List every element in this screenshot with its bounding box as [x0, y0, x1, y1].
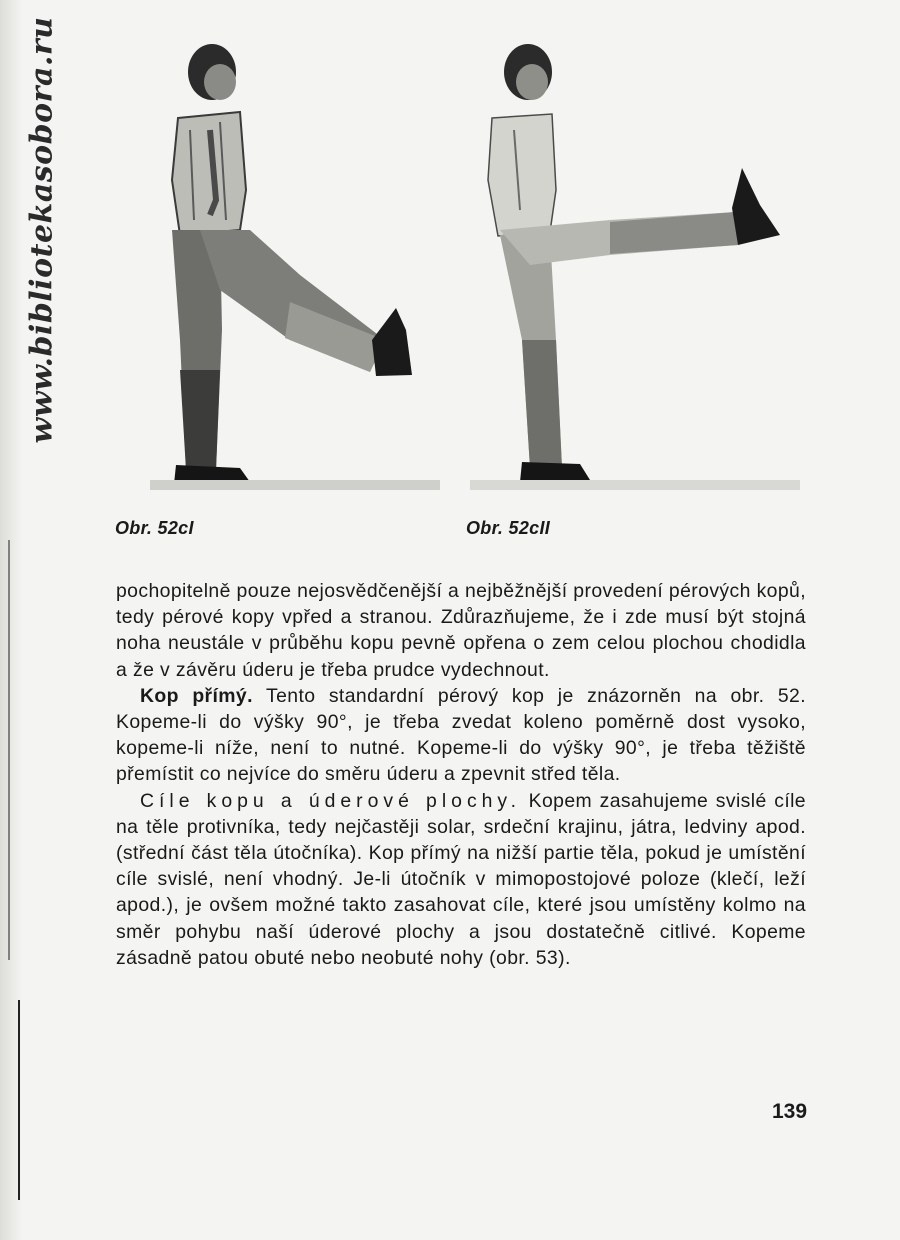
section-heading: Kop přímý.: [140, 684, 253, 707]
paragraph: pochopitelně pouze nejosvědčenější a nejběžnější provedení pérových kopů, tedy pérové kopy vpřed a stranou. Zdůrazňujeme, že i zde musí být stojná noha neustále v průběhu kopu pevně opřena o zem celou plochou chodidla a že v závěru úderu je třeba prudce vydechnout.: [116, 580, 807, 681]
man-kicking-forward-high-icon: [470, 40, 800, 490]
section-heading: Cíle kopu a úderové plochy.: [140, 789, 522, 812]
paragraph: [116, 788, 806, 971]
binding-shadow-line: [8, 540, 10, 960]
figure-52cI: [150, 40, 440, 490]
paragraph-body: Tento standardní pérový kop je znázorněn na obr. 52. Kopeme-li do výšky 90°, je třeba zvedat koleno poměrně dost vysoko, kopeme-li níže, není to nutné. Kopeme-li do výšky 90°, je třeba těžiště přemístit co nejvíce do směru úderu a zpevnit střed těla.: [116, 684, 806, 786]
figure-caption: Obr. 52cII: [466, 518, 551, 538]
man-kicking-forward-low-icon: [150, 40, 440, 490]
binding-shadow-line: [18, 1000, 20, 1200]
page-number: 139: [772, 1100, 808, 1123]
paragraph: [116, 683, 806, 788]
body-text: [116, 578, 806, 971]
watermark: www.bibliotekasobora.ru: [24, 16, 60, 444]
paragraph-body: Kopem zasahujeme svislé cíle na těle protivníka, tedy nejčastěji solar, srdeční krajinu, játra, ledviny apod. (střední část těla útočníka). Kop přímý na nižší partie těla, pokud je umístění cíle svislé, není vhodný. Je-li útočník v mimopostojové poloze (klečí, leží apod.), je ovšem možné takto zasahovat cíle, které jsou umístěny kolmo na směr pohybu naší úderové plochy a jsou dostatečně citlivé. Kopeme zásadně patou obuté nebo neobuté nohy (obr. 53).: [116, 789, 806, 969]
figure-caption: Obr. 52cI: [115, 518, 194, 538]
figure-52cII: [470, 40, 800, 490]
